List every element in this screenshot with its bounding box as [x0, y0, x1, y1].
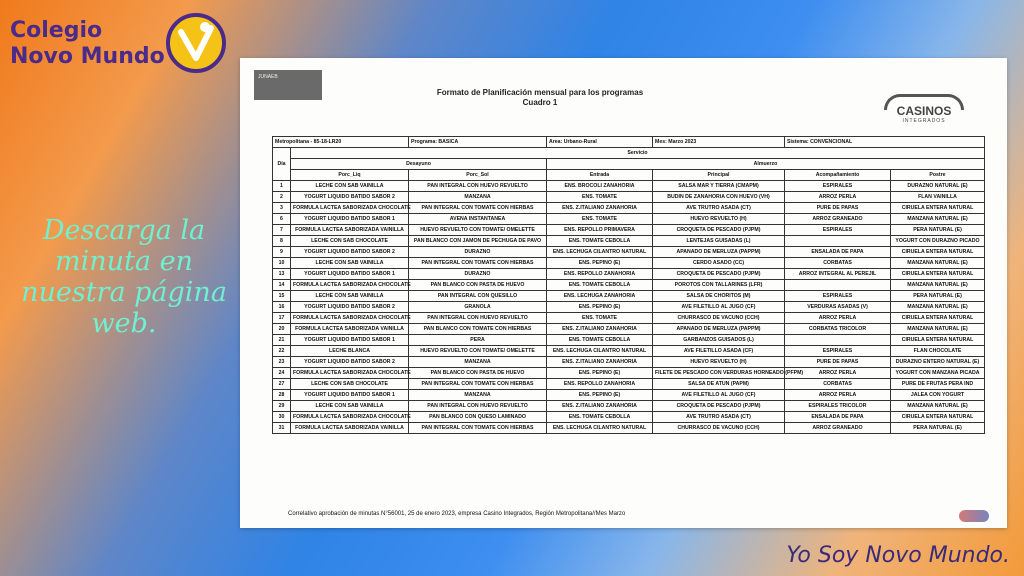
day-cell: 9 — [273, 247, 291, 258]
table-row — [273, 225, 985, 236]
brand-line-2: Novo Mundo — [10, 44, 165, 69]
day-cell: 6 — [273, 214, 291, 225]
menu-cell: ARROZ PERLA — [785, 313, 891, 324]
menu-cell: GARBANZOS GUISADOS (L) — [653, 335, 785, 346]
day-cell: 2 — [273, 192, 291, 203]
menu-cell: JALEA CON YOGURT — [891, 390, 985, 401]
col-postre: Postre — [891, 170, 985, 181]
table-row — [273, 247, 985, 258]
menu-cell: ENS. PEPINO (E) — [547, 390, 653, 401]
menu-cell: LECHE CON SAB VAINILLA — [291, 181, 409, 192]
table-row — [273, 346, 985, 357]
title-line-1: Formato de Planificación mensual para los programas — [436, 88, 644, 97]
menu-cell: PERA NATURAL (E) — [891, 225, 985, 236]
menu-cell: PAN INTEGRAL CON HUEVO REVUELTO — [409, 401, 547, 412]
table-row — [273, 357, 985, 368]
menu-cell: YOGURT LIQUIDO BATIDO SABOR 1 — [291, 335, 409, 346]
menu-cell: DURAZNO NATURAL (E) — [891, 181, 985, 192]
table-row — [273, 313, 985, 324]
day-cell: 28 — [273, 390, 291, 401]
menu-cell: CROQUETA DE PESCADO (PJPM) — [653, 269, 785, 280]
meta-mes: Mes: Marzo 2023 — [653, 137, 785, 148]
menu-cell: MANZANA — [409, 390, 547, 401]
menu-cell: FORMULA LACTEA SABORIZADA VAINILLA — [291, 225, 409, 236]
day-cell: 10 — [273, 258, 291, 269]
menu-cell: MANZANA NATURAL (E) — [891, 302, 985, 313]
menu-cell: CHURRASCO DE VACUNO (CCH) — [653, 313, 785, 324]
menu-cell: ENS. TOMATE CEBOLLA — [547, 236, 653, 247]
meta-area: Area: Urbano-Rural — [547, 137, 653, 148]
menu-cell: ENS. PEPINO (E) — [547, 258, 653, 269]
meta-region: Metropolitana - 85-18-LR20 — [273, 137, 409, 148]
menu-cell: CORBATAS — [785, 258, 891, 269]
menu-cell: FORMULA LACTEA SABORIZADA CHOCOLATE — [291, 368, 409, 379]
menu-cell: CIRUELA ENTERA NATURAL — [891, 247, 985, 258]
document-title — [390, 88, 690, 108]
col-acompanamiento: Acompañamiento — [785, 170, 891, 181]
menu-cell: PERA — [409, 335, 547, 346]
menu-cell: ENS. TOMATE — [547, 214, 653, 225]
menu-cell: PAN INTEGRAL CON QUESILLO — [409, 291, 547, 302]
day-cell: 15 — [273, 291, 291, 302]
menu-cell: PAN INTEGRAL CON HUEVO REVUELTO — [409, 181, 547, 192]
day-cell: 30 — [273, 412, 291, 423]
document-footnote: Correlativo aprobación de minutas N°56001, 25 de enero 2023, empresa Casino Integrados, Región Metropolitana//Mes Marzo — [288, 511, 626, 517]
day-cell: 17 — [273, 313, 291, 324]
menu-cell: ENS. PEPINO (E) — [547, 302, 653, 313]
menu-cell: AVE FILETILLO AL JUGO (CF) — [653, 390, 785, 401]
menu-cell: ENS. Z.ITALIANO ZANAHORIA — [547, 357, 653, 368]
brand-name — [10, 18, 165, 70]
menu-cell: YOGURT LIQUIDO BATIDO SABOR 2 — [291, 302, 409, 313]
day-cell: 22 — [273, 346, 291, 357]
menu-cell: LECHE CON SAB VAINILLA — [291, 258, 409, 269]
day-cell: 13 — [273, 269, 291, 280]
table-row — [273, 335, 985, 346]
menu-cell: ENSALADA DE PAPA — [785, 247, 891, 258]
table-row — [273, 214, 985, 225]
menu-cell: YOGURT CON DURAZNO PICADO — [891, 236, 985, 247]
menu-cell: YOGURT LIQUIDO BATIDO SABOR 1 — [291, 269, 409, 280]
day-cell: 1 — [273, 181, 291, 192]
menu-cell: CIRUELA ENTERA NATURAL — [891, 412, 985, 423]
menu-cell: ENS. LECHUGA CILANTRO NATURAL — [547, 247, 653, 258]
menu-cell: DURAZNO ENTERO NATURAL (E) — [891, 357, 985, 368]
menu-document — [240, 58, 1007, 528]
menu-cell: ESPIRALES TRICOLOR — [785, 401, 891, 412]
col-entrada: Entrada — [547, 170, 653, 181]
table-row — [273, 368, 985, 379]
menu-cell: HUEVO REVUELTO CON TOMATE/ OMELETTE — [409, 225, 547, 236]
menu-cell: ENS. LECHUGA CILANTRO NATURAL — [547, 423, 653, 434]
service-row — [273, 148, 985, 159]
day-cell: 24 — [273, 368, 291, 379]
download-promo-text: Descarga la minuta en nuestra página web. — [21, 215, 227, 339]
menu-cell — [785, 280, 891, 291]
menu-cell: MANZANA NATURAL (E) — [891, 324, 985, 335]
menu-cell: SALSA DE CHORITOS (M) — [653, 291, 785, 302]
menu-cell: ARROZ GRANEADO — [785, 214, 891, 225]
menu-cell: AVE TRUTRO ASADA (CT) — [653, 412, 785, 423]
provider-logo — [879, 94, 969, 124]
menu-cell: ENS. TOMATE — [547, 313, 653, 324]
provider-name: CASINOS — [896, 104, 952, 118]
menu-cell — [785, 236, 891, 247]
menu-cell: CHURRASCO DE VACUNO (CCH) — [653, 423, 785, 434]
menu-cell: CROQUETA DE PESCADO (PJPM) — [653, 225, 785, 236]
school-slogan: Yo Soy Novo Mundo. — [786, 543, 1010, 568]
meta-programa: Programa: BASICA — [409, 137, 547, 148]
menu-cell: PAN BLANCO CON TOMATE CON HIERBAS — [409, 324, 547, 335]
menu-cell: PAN INTEGRAL CON TOMATE CON HIERBAS — [409, 258, 547, 269]
menu-cell: PAN BLANCO CON PASTA DE HUEVO — [409, 368, 547, 379]
menu-cell: ENS. TOMATE CEBOLLA — [547, 335, 653, 346]
menu-cell: YOGURT LIQUIDO BATIDO SABOR 1 — [291, 214, 409, 225]
table-row — [273, 423, 985, 434]
menu-cell: FLAN VAINILLA — [891, 192, 985, 203]
menu-cell: ENS. REPOLLO ZANAHORIA — [547, 379, 653, 390]
menu-cell: FLAN CHOCOLATE — [891, 346, 985, 357]
menu-cell: DURAZNO — [409, 247, 547, 258]
menu-cell: LECHE BLANCA — [291, 346, 409, 357]
menu-cell: LECHE CON SAB VAINILLA — [291, 401, 409, 412]
menu-cell: APANADO DE MERLUZA (PAPPM) — [653, 247, 785, 258]
menu-cell: LECHE CON SAB CHOCOLATE — [291, 236, 409, 247]
lunch-header: Almuerzo — [547, 159, 985, 170]
column-header-row — [273, 170, 985, 181]
menu-cell: ENS. LECHUGA CILANTRO NATURAL — [547, 346, 653, 357]
brand-line-1: Colegio — [10, 18, 103, 43]
menu-cell: DURAZNO — [409, 269, 547, 280]
menu-cell: ESPIRALES — [785, 225, 891, 236]
breakfast-header: Desayuno — [291, 159, 547, 170]
menu-cell: ENS. LECHUGA ZANAHORIA — [547, 291, 653, 302]
menu-cell: ENS. BROCOLI ZANAHORIA — [547, 181, 653, 192]
menu-cell: PAN INTEGRAL CON TOMATE CON HIERBAS — [409, 379, 547, 390]
table-row — [273, 412, 985, 423]
menu-cell: MANZANA — [409, 192, 547, 203]
menu-cell: YOGURT LIQUIDO BATIDO SABOR 2 — [291, 192, 409, 203]
table-row — [273, 236, 985, 247]
menu-cell: PERA NATURAL (E) — [891, 291, 985, 302]
menu-cell: PAN BLANCO CON QUESO LAMINADO — [409, 412, 547, 423]
menu-cell: CIRUELA ENTERA NATURAL — [891, 335, 985, 346]
menu-cell: PAN INTEGRAL CON HUEVO REVUELTO — [409, 313, 547, 324]
menu-cell: SALSA MAR Y TIERRA (CMAPM) — [653, 181, 785, 192]
menu-cell: YOGURT LIQUIDO BATIDO SABOR 2 — [291, 247, 409, 258]
menu-cell: CERDO ASADO (CC) — [653, 258, 785, 269]
menu-cell: PURE DE PAPAS — [785, 203, 891, 214]
day-cell: 31 — [273, 423, 291, 434]
meta-row — [273, 137, 985, 148]
menu-cell: FILETE DE PESCADO CON VERDURAS HORNEADO (PFPM) — [653, 368, 785, 379]
menu-cell: YOGURT CON MANZANA PICADA — [891, 368, 985, 379]
menu-cell: PERA NATURAL (E) — [891, 423, 985, 434]
menu-table-body — [273, 137, 985, 434]
day-cell: 29 — [273, 401, 291, 412]
table-row — [273, 390, 985, 401]
table-row — [273, 203, 985, 214]
menu-cell: LENTEJAS GUISADAS (L) — [653, 236, 785, 247]
menu-cell: SALSA DE ATUN (PAPM) — [653, 379, 785, 390]
menu-cell: ARROZ GRANEADO — [785, 423, 891, 434]
menu-cell: FORMULA LACTEA SABORIZADA CHOCOLATE — [291, 280, 409, 291]
menu-cell: ENS. Z.ITALIANO ZANAHORIA — [547, 324, 653, 335]
day-cell: 3 — [273, 203, 291, 214]
agency-badge: JUNAEB — [254, 70, 322, 100]
menu-cell: PAN INTEGRAL CON TOMATE CON HIERBAS — [409, 423, 547, 434]
menu-cell: APANADO DE MERLUZA (PAPPM) — [653, 324, 785, 335]
menu-cell: HUEVO REVUELTO (H) — [653, 357, 785, 368]
menu-cell: ENS. REPOLLO PRIMAVERA — [547, 225, 653, 236]
menu-cell: ENS. Z.ITALIANO ZANAHORIA — [547, 203, 653, 214]
menu-cell: CORBATAS — [785, 379, 891, 390]
menu-cell: AVE TRUTRO ASADA (CT) — [653, 203, 785, 214]
menu-cell: ENSALADA DE PAPA — [785, 412, 891, 423]
table-row — [273, 324, 985, 335]
meal-row — [273, 159, 985, 170]
service-header: Servicio — [291, 148, 985, 159]
menu-cell: ESPIRALES — [785, 346, 891, 357]
menu-cell: CROQUETA DE PESCADO (PJPM) — [653, 401, 785, 412]
menu-cell: MANZANA NATURAL (E) — [891, 280, 985, 291]
title-line-2: Cuadro 1 — [522, 98, 558, 107]
table-row — [273, 280, 985, 291]
table-row — [273, 379, 985, 390]
table-row — [273, 258, 985, 269]
day-cell: 20 — [273, 324, 291, 335]
menu-cell: FORMULA LACTEA SABORIZADA CHOCOLATE — [291, 203, 409, 214]
menu-cell: HUEVO REVUELTO (H) — [653, 214, 785, 225]
menu-cell: ENS. TOMATE — [547, 192, 653, 203]
day-cell: 16 — [273, 302, 291, 313]
menu-cell: MANZANA — [409, 357, 547, 368]
menu-cell: YOGURT LIQUIDO BATIDO SABOR 1 — [291, 390, 409, 401]
meta-sistema: Sistema: CONVENCIONAL — [785, 137, 985, 148]
school-logo-icon — [165, 12, 227, 74]
table-row — [273, 302, 985, 313]
menu-cell: ARROZ PERLA — [785, 390, 891, 401]
menu-cell: ENS. REPOLLO ZANAHORIA — [547, 269, 653, 280]
day-cell: 7 — [273, 225, 291, 236]
menu-cell: FORMULA LACTEA SABORIZADA CHOCOLATE — [291, 412, 409, 423]
provider-subtitle: INTEGRADOS — [902, 118, 946, 124]
menu-cell: ESPIRALES — [785, 291, 891, 302]
menu-table — [272, 136, 985, 434]
menu-cell: ENS. TOMATE CEBOLLA — [547, 280, 653, 291]
menu-cell: MANZANA NATURAL (E) — [891, 214, 985, 225]
menu-cell: BUDIN DE ZANAHORIA CON HUEVO (VH) — [653, 192, 785, 203]
menu-cell: FORMULA LACTEA SABORIZADA VAINILLA — [291, 324, 409, 335]
menu-cell — [785, 335, 891, 346]
table-row — [273, 181, 985, 192]
menu-cell: PURE DE FRUTAS PERA IND — [891, 379, 985, 390]
col-porc-sol: Porc_Sol — [409, 170, 547, 181]
menu-cell: CIRUELA ENTERA NATURAL — [891, 269, 985, 280]
menu-cell: CIRUELA ENTERA NATURAL — [891, 203, 985, 214]
day-cell: 8 — [273, 236, 291, 247]
menu-cell: FORMULA LACTEA SABORIZADA VAINILLA — [291, 423, 409, 434]
menu-cell: ENS. TOMATE CEBOLLA — [547, 412, 653, 423]
menu-cell: CIRUELA ENTERA NATURAL — [891, 313, 985, 324]
menu-cell: GRANOLA — [409, 302, 547, 313]
table-row — [273, 192, 985, 203]
menu-cell: AVE FILETILLO ASADA (CF) — [653, 346, 785, 357]
menu-cell: POROTOS CON TALLARINES (LFR) — [653, 280, 785, 291]
menu-cell: ENS. Z.ITALIANO ZANAHORIA — [547, 401, 653, 412]
table-row — [273, 291, 985, 302]
menu-cell: ENS. PEPINO (E) — [547, 368, 653, 379]
menu-cell: VERDURAS ASADAS (V) — [785, 302, 891, 313]
menu-cell: MANZANA NATURAL (E) — [891, 401, 985, 412]
menu-cell: PURE DE PAPAS — [785, 357, 891, 368]
day-cell: 14 — [273, 280, 291, 291]
menu-cell: HUEVO REVUELTO CON TOMATE/ OMELETTE — [409, 346, 547, 357]
menu-cell: ARROZ PERLA — [785, 368, 891, 379]
menu-cell: PAN BLANCO CON JAMON DE PECHUGA DE PAVO — [409, 236, 547, 247]
menu-cell: PAN INTEGRAL CON TOMATE CON HIERBAS — [409, 203, 547, 214]
day-header: Día — [273, 148, 291, 181]
menu-cell: FORMULA LACTEA SABORIZADA CHOCOLATE — [291, 313, 409, 324]
menu-cell: CORBATAS TRICOLOR — [785, 324, 891, 335]
day-cell: 21 — [273, 335, 291, 346]
menu-cell: LECHE CON SAB VAINILLA — [291, 291, 409, 302]
day-cell: 23 — [273, 357, 291, 368]
day-cell: 27 — [273, 379, 291, 390]
table-row — [273, 269, 985, 280]
col-principal: Principal — [653, 170, 785, 181]
table-row — [273, 401, 985, 412]
menu-cell: ESPIRALES — [785, 181, 891, 192]
menu-cell: LECHE CON SAB CHOCOLATE — [291, 379, 409, 390]
menu-cell: AVENA INSTANTANEA — [409, 214, 547, 225]
menu-cell: AVE FILETILLO AL JUGO (CF) — [653, 302, 785, 313]
menu-cell: ARROZ PERLA — [785, 192, 891, 203]
menu-cell: MANZANA NATURAL (E) — [891, 258, 985, 269]
menu-cell: ARROZ INTEGRAL AL PEREJIL — [785, 269, 891, 280]
menu-cell: PAN BLANCO CON PASTA DE HUEVO — [409, 280, 547, 291]
menu-cell: YOGURT LIQUIDO BATIDO SABOR 2 — [291, 357, 409, 368]
seal-stamp — [959, 510, 989, 522]
col-porc-liq: Porc_Liq — [291, 170, 409, 181]
